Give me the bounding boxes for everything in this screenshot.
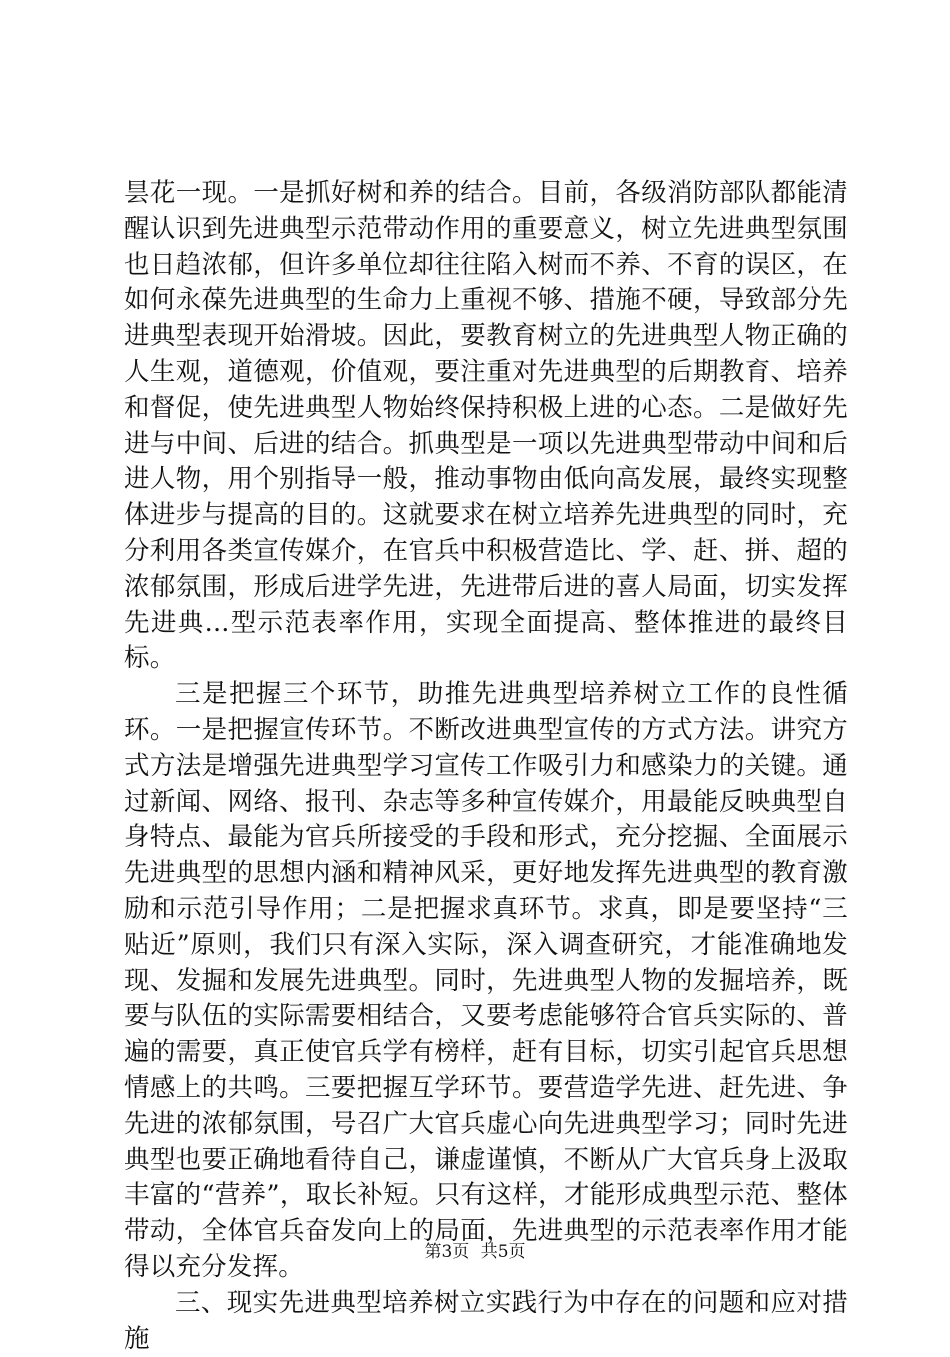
section-heading-problems: 三、现实先进典型培养树立实践行为中存在的问题和应对措施	[124, 1287, 848, 1354]
paragraph-continuation: 昙花一现。一是抓好树和养的结合。目前，各级消防部队都能清醒认识到先进典型示范带动作用的重要意义，树立先进典型氛围也日趋浓郁，但许多单位却往往陷入树而不养、不育的误区，在如何永葆先进典型的生命力上重视不够、措施不硬，导致部分先进典型表现开始滑坡。因此，要教育树立的先进典型人物正确的人生观，道德观，价值观，要注重对先进典型的后期教育、培养和督促，使先进典型人物始终保持积极上进的心态。二是做好先进与中间、后进的结合。抓典型是一项以先进典型带动中间和后进人物，用个别指导一般，推动事物由低向高发展，最终实现整体进步与提高的目的。这就要求在树立培养先进典型的同时，充分利用各类宣传媒介，在官兵中积极营造比、学、赶、拼、超的浓郁氛围，形成后进学先进，先进带后进的喜人局面，切实发挥先进典...型示范表率作用，实现全面提高、整体推进的最终目标。	[124, 178, 848, 674]
document-body	[124, 176, 848, 1357]
page-total: 共5页	[480, 1242, 526, 1262]
page-number: 第3页	[424, 1242, 470, 1262]
paragraph-three-links: 三是把握三个环节，助推先进典型培养树立工作的良性循环。一是把握宣传环节。不断改进典型宣传的方式方法。讲究方式方法是增强先进典型学习宣传工作吸引力和感染力的关键。通过新闻、网络、报刊、杂志等多种宣传媒介，用最能反映典型自身特点、最能为官兵所接受的手段和形式，充分挖掘、全面展示先进典型的思想内涵和精神风采，更好地发挥先进典型的教育激励和示范引导作用；二是把握求真环节。求真，即是要坚持“三贴近”原则，我们只有深入实际，深入调查研究，才能准确地发现、发掘和发展先进典型。同时，先进典型人物的发掘培养，既要与队伍的实际需要相结合，又要考虑能够符合官兵实际的、普遍的需要，真正使官兵学有榜样，赶有目标，切实引起官兵思想情感上的共鸣。三要把握互学环节。要营造学先进、赶先进、争先进的浓郁氛围，号召广大官兵虚心向先进典型学习；同时先进典型也要正确地看待自己，谦虚谨慎，不断从广大官兵身上汲取丰富的“营养”，取长补短。只有这样，才能形成典型示范、整体带动，全体官兵奋发向上的局面，先进典型的示范表率作用才能得以充分发挥。	[124, 679, 848, 1282]
page-footer	[0, 1241, 950, 1263]
